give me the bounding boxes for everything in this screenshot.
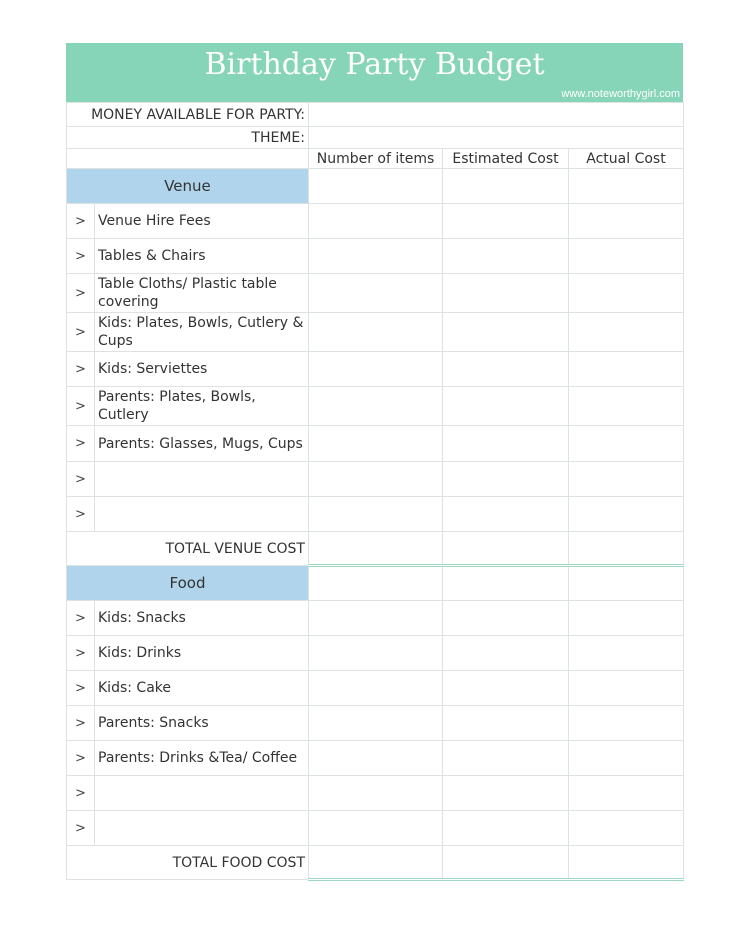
total-actual-cell[interactable] [569,846,684,880]
estimated-cell[interactable] [443,741,569,776]
section-title: Food [67,566,309,601]
table-row [67,497,684,532]
chevron-right-icon: > [67,706,95,741]
actual-cell[interactable] [569,636,684,671]
section-title: Venue [67,169,309,204]
header-blank [67,149,309,169]
total-row-venue [67,532,684,566]
chevron-right-icon: > [67,497,95,532]
chevron-right-icon: > [67,462,95,497]
actual-cell[interactable] [569,426,684,462]
chevron-right-icon: > [67,426,95,462]
number-cell[interactable] [309,352,443,387]
actual-cell[interactable] [569,239,684,274]
number-cell[interactable] [309,776,443,811]
number-cell[interactable] [309,274,443,313]
budget-table [66,102,684,881]
col-number-of-items: Number of items [309,149,443,169]
table-row [67,636,684,671]
cell[interactable] [569,566,684,601]
table-row [67,671,684,706]
money-input[interactable] [309,103,684,127]
estimated-cell[interactable] [443,706,569,741]
number-cell[interactable] [309,462,443,497]
money-label: MONEY AVAILABLE FOR PARTY: [67,103,309,127]
total-label: TOTAL FOOD COST [67,846,309,880]
chevron-right-icon: > [67,776,95,811]
chevron-right-icon: > [67,671,95,706]
actual-cell[interactable] [569,741,684,776]
cell[interactable] [309,169,443,204]
table-row [67,462,684,497]
table-row [67,601,684,636]
chevron-right-icon: > [67,352,95,387]
number-cell[interactable] [309,741,443,776]
table-row [67,426,684,462]
number-cell[interactable] [309,811,443,846]
actual-cell[interactable] [569,671,684,706]
number-cell[interactable] [309,313,443,352]
item-label: Kids: Plates, Bowls, Cutlery & Cups [95,313,309,352]
cell[interactable] [569,169,684,204]
estimated-cell[interactable] [443,426,569,462]
item-label: Table Cloths/ Plastic table covering [95,274,309,313]
money-row [67,103,684,127]
actual-cell[interactable] [569,601,684,636]
item-label[interactable] [95,462,309,497]
website-credit: www.noteworthygirl.com [561,88,680,100]
item-label: Tables & Chairs [95,239,309,274]
budget-sheet [66,43,683,881]
actual-cell[interactable] [569,776,684,811]
title-band [66,43,683,102]
number-cell[interactable] [309,706,443,741]
actual-cell[interactable] [569,387,684,426]
item-label: Kids: Drinks [95,636,309,671]
table-row [67,352,684,387]
number-cell[interactable] [309,387,443,426]
col-actual-cost: Actual Cost [569,149,684,169]
col-estimated-cost: Estimated Cost [443,149,569,169]
page-title: Birthday Party Budget [204,47,545,82]
number-cell[interactable] [309,239,443,274]
item-label: Parents: Plates, Bowls, Cutlery [95,387,309,426]
estimated-cell[interactable] [443,601,569,636]
actual-cell[interactable] [569,462,684,497]
item-label: Parents: Snacks [95,706,309,741]
estimated-cell[interactable] [443,497,569,532]
total-label: TOTAL VENUE COST [67,532,309,566]
chevron-right-icon: > [67,313,95,352]
total-row-food [67,846,684,880]
estimated-cell[interactable] [443,352,569,387]
chevron-right-icon: > [67,204,95,239]
actual-cell[interactable] [569,811,684,846]
item-label: Kids: Snacks [95,601,309,636]
actual-cell[interactable] [569,274,684,313]
estimated-cell[interactable] [443,636,569,671]
estimated-cell[interactable] [443,671,569,706]
cell[interactable] [309,566,443,601]
number-cell[interactable] [309,671,443,706]
number-cell[interactable] [309,636,443,671]
item-label[interactable] [95,497,309,532]
total-estimated-cell[interactable] [443,846,569,880]
actual-cell[interactable] [569,204,684,239]
actual-cell[interactable] [569,497,684,532]
table-row [67,811,684,846]
chevron-right-icon: > [67,636,95,671]
total-estimated-cell[interactable] [443,532,569,566]
actual-cell[interactable] [569,313,684,352]
chevron-right-icon: > [67,274,95,313]
section-food [67,566,684,601]
estimated-cell[interactable] [443,462,569,497]
estimated-cell[interactable] [443,204,569,239]
table-row [67,387,684,426]
column-header-row [67,149,684,169]
estimated-cell[interactable] [443,274,569,313]
actual-cell[interactable] [569,706,684,741]
table-row [67,274,684,313]
theme-input[interactable] [309,127,684,149]
item-label[interactable] [95,776,309,811]
estimated-cell[interactable] [443,776,569,811]
estimated-cell[interactable] [443,313,569,352]
section-venue [67,169,684,204]
number-cell[interactable] [309,426,443,462]
total-number-cell[interactable] [309,532,443,566]
table-row [67,239,684,274]
table-row [67,313,684,352]
chevron-right-icon: > [67,601,95,636]
item-label: Venue Hire Fees [95,204,309,239]
item-label: Kids: Serviettes [95,352,309,387]
estimated-cell[interactable] [443,239,569,274]
table-row [67,204,684,239]
table-row [67,706,684,741]
chevron-right-icon: > [67,811,95,846]
number-cell[interactable] [309,601,443,636]
chevron-right-icon: > [67,239,95,274]
actual-cell[interactable] [569,352,684,387]
total-actual-cell[interactable] [569,532,684,566]
cell[interactable] [443,169,569,204]
number-cell[interactable] [309,204,443,239]
number-cell[interactable] [309,497,443,532]
cell[interactable] [443,566,569,601]
item-label[interactable] [95,811,309,846]
item-label: Parents: Glasses, Mugs, Cups [95,426,309,462]
estimated-cell[interactable] [443,811,569,846]
table-row [67,776,684,811]
chevron-right-icon: > [67,741,95,776]
chevron-right-icon: > [67,387,95,426]
item-label: Parents: Drinks &Tea/ Coffee [95,741,309,776]
table-row [67,741,684,776]
item-label: Kids: Cake [95,671,309,706]
theme-label: THEME: [67,127,309,149]
estimated-cell[interactable] [443,387,569,426]
theme-row [67,127,684,149]
total-number-cell[interactable] [309,846,443,880]
